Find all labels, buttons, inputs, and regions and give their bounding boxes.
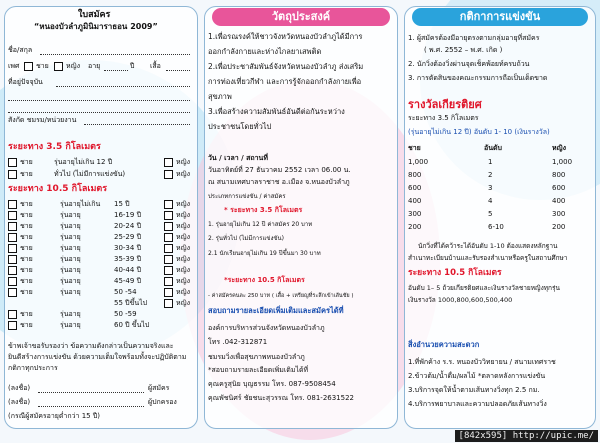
section-10-5km: ระยะทาง 10.5 กิโลเมตร (8, 184, 108, 194)
prize-note-4: เงินรางวัล 1000,800,600,500,400 (408, 296, 513, 304)
fee-line-3: 2.1 นักเรียนอายุไม่เกิน 19 ปีขึ้นมา 30 บาท (208, 250, 321, 257)
prize-rank: 6-10 (488, 223, 504, 231)
facility-3: 3.บริการจุดให้น้ำตามเส้นทางวิ่งทุก 2.5 กม. (408, 386, 540, 394)
age-range-label: 50 -54 (114, 288, 137, 296)
age-range-label: 40-44 ปี (114, 266, 142, 274)
when-header: วัน / เวลา / สถานที่ (208, 154, 268, 162)
address-field[interactable] (56, 86, 190, 87)
prize-female-amount: 1,000 (552, 158, 573, 166)
male-checkbox[interactable] (8, 321, 17, 330)
rules-panel (404, 6, 596, 429)
prize-male-amount: 1,000 (408, 158, 429, 166)
female-checkbox[interactable] (164, 233, 173, 242)
age-group-label: รุ่นอายุ (60, 244, 81, 252)
female-checkbox[interactable] (164, 288, 173, 297)
male-checkbox[interactable] (8, 200, 17, 209)
prize-rank: 2 (488, 171, 493, 179)
prize-male-amount: 600 (408, 184, 422, 192)
male-label: ชาย (20, 255, 33, 263)
info-panel (204, 6, 398, 429)
age-group-label: รุ่นอายุไม่เกิน (60, 200, 101, 208)
prize-male-amount: 300 (408, 210, 422, 218)
age-range-label: 16-19 ปี (114, 211, 142, 219)
age-label: อายุ (88, 62, 101, 70)
objective-line: ประชาชนโดยทั่วไป (208, 122, 272, 131)
prize-rank: 3 (488, 184, 493, 192)
female-checkbox[interactable] (164, 255, 173, 264)
prize-th-rank: อันดับ (484, 144, 502, 152)
contact-line-6: คุณพัชนิศร์ ชัยชนะสุวรรณ โทร. 081-2631522 (208, 394, 354, 402)
fee-3-5km-header: * ระยะทาง 3.5 กิโลเมตร (224, 206, 303, 214)
address-label: ที่อยู่ปัจจุบัน (8, 78, 43, 86)
org-field[interactable] (84, 124, 190, 125)
male-checkbox[interactable] (8, 170, 17, 179)
contact-line-1: องค์การบริหารส่วนจังหวัดหนองบัวลำภู (208, 324, 325, 332)
age-group-label: รุ่นอายุ (60, 288, 81, 296)
age-group-label: รุ่นอายุ (60, 255, 81, 263)
male-checkbox[interactable] (8, 288, 17, 297)
age-range-label: 25-29 ปี (114, 233, 142, 241)
female-checkbox[interactable] (164, 158, 173, 167)
female-checkbox[interactable] (164, 222, 173, 231)
female-checkbox[interactable] (54, 62, 63, 71)
female-label: หญิง (176, 233, 190, 241)
guardian-note: (กรณีผู้สมัครอายุต่ำกว่า 15 ปี) (8, 412, 100, 420)
male-label: ชาย (20, 233, 33, 241)
year-label: ปี (130, 62, 135, 70)
age-group-label: รุ่นอายุ (60, 266, 81, 274)
male-label: ชาย (20, 200, 33, 208)
female-label: หญิง (176, 222, 190, 230)
female-checkbox[interactable] (164, 211, 173, 220)
age-range-label: 50 -59 (114, 310, 137, 318)
prize-note-2: สำเนาทะเบียนบ้านและรับรองสำเนาหรือครูในสถานศึกษา (408, 254, 568, 262)
female-label: หญิง (176, 211, 190, 219)
facilities-header: สิ่งอำนวยความสะดวก (408, 340, 480, 349)
name-label: ชื่อ/สกุล (8, 46, 33, 54)
sign-guardian-role: ผู้ปกครอง (148, 398, 177, 406)
fee-header: ประเภทการแข่งขัน / ค่าสมัคร (208, 193, 286, 200)
age-range-label: 20-24 ปี (114, 222, 142, 230)
prize-female-amount: 400 (552, 197, 566, 205)
male-checkbox[interactable] (8, 222, 17, 231)
male-label: ชาย (20, 277, 33, 285)
female-checkbox[interactable] (164, 277, 173, 286)
female-label: หญิง (176, 299, 190, 307)
sign-guardian-field[interactable] (38, 406, 144, 407)
sign-applicant-field[interactable] (38, 392, 144, 393)
fee-line-4: - ค่าสมัครคนละ 250 บาท ( เสื้อ + เหรียญที่ระลึกเข้าเส้นชัย ) (208, 293, 354, 299)
prize-header: รางวัลเกียรติยศ (408, 98, 482, 111)
male-checkbox[interactable] (8, 158, 17, 167)
form-title: ใบสมัคร (78, 10, 111, 20)
category-label: ทั่วไป (ไม่มีการแข่งขัน) (54, 170, 126, 178)
facility-1: 1.ที่พักค้าง ร.ร. หนองบัววิทยายน / สนามเทศราช (408, 358, 556, 366)
female-label: หญิง (176, 288, 190, 296)
rule-1-note: ( พ.ศ. 2552 – พ.ศ. เกิด ) (424, 46, 503, 54)
facility-4: 4.บริการพยาบาลและความปลอดภัยเส้นทางวิ่ง (408, 400, 547, 408)
prize-note-1: นักวิ่งที่ได้คว้าระได้อันดับ 1-10 ต้องแสดงหลักฐาน (418, 242, 558, 250)
rules-header: กติกาการแข่งขัน (412, 8, 588, 26)
objective-line: 3.เพื่อสร้างความสัมพันธ์อันดีต่อกันระหว่าง (208, 107, 345, 116)
contact-line-4: *สอบถามรายละเอียดเพิ่มเติมได้ที่ (208, 366, 309, 374)
fee-line-2: 2. รุ่นทั่วไป (ไม่มีการแข่งขัน) (208, 235, 284, 242)
male-label: ชาย (20, 170, 33, 178)
age-range-label: 55 ปีขึ้นไป (114, 299, 148, 307)
female-label: หญิง (176, 255, 190, 263)
male-checkbox[interactable] (8, 266, 17, 275)
consent-line-3: กติกาทุกประการ (8, 364, 58, 372)
female-label: หญิง (176, 244, 190, 252)
contact-line-3: ชมรมวิ่งเพื่อสุขภาพหนองบัวลำภู (208, 353, 305, 361)
category-label: รุ่นอายุไม่เกิน 12 ปี (54, 158, 113, 166)
objective-line: ออกกำลังกายและห่างไกลยาเสพติด (208, 47, 322, 56)
application-panel (4, 6, 198, 429)
sign-applicant-label: (ลงชื่อ) (8, 384, 31, 392)
org-label: สังกัด ชมรม/หน่วยงาน (8, 116, 77, 124)
sex-label: เพศ (8, 62, 20, 70)
fee-10-5km-header: *ระยะทาง 10.5 กิโลเมตร (224, 276, 305, 284)
address-field-3[interactable] (8, 112, 190, 113)
male-label: ชาย (20, 158, 33, 166)
prize-rank: 4 (488, 197, 493, 205)
prize-th-female: หญิง (552, 144, 566, 152)
prize-female-amount: 800 (552, 171, 566, 179)
rule-3: 3. การตัดสินของคณะกรรมการถือเป็นเด็ดขาด (408, 74, 548, 82)
female-checkbox[interactable] (164, 170, 173, 179)
prize-3-5km: ระยะทาง 3.5 กิโลเมตร (408, 114, 479, 122)
when-line-2: ณ สนามเทศบาลราชาช อ.เมือง จ.หนองบัวลำภู (208, 178, 350, 186)
male-checkbox[interactable] (8, 233, 17, 242)
male-label: ชาย (20, 244, 33, 252)
male-label: ชาย (20, 266, 33, 274)
female-checkbox[interactable] (164, 299, 173, 308)
contact-line-5: คุณครูสุนิย บุญธรรม โทร. 087-9508454 (208, 380, 336, 388)
male-label: ชาย (36, 62, 49, 70)
age-range-label: 35-39 ปี (114, 255, 142, 263)
male-checkbox[interactable] (24, 62, 33, 71)
male-label: ชาย (20, 211, 33, 219)
objectives-header: วัตถุประสงค์ (212, 8, 390, 26)
female-label: หญิง (176, 170, 190, 178)
fee-line-1: 1. รุ่นอายุไม่เกิน 12 ปี ค่าสมัคร 20 บาท (208, 221, 313, 228)
female-label: หญิง (176, 266, 190, 274)
shirt-field[interactable] (166, 70, 190, 71)
form-subtitle: “หนองบัวลำภูมินิมาราธอน 2009” (34, 22, 158, 31)
female-label: หญิง (176, 200, 190, 208)
female-label: หญิง (66, 62, 80, 70)
when-line-1: วันอาทิตย์ที่ 27 ธันวาคม 2552 เวลา 06.00 น. (208, 166, 351, 174)
male-label: ชาย (20, 288, 33, 296)
objective-line: สุขภาพ (208, 92, 232, 101)
prize-female-amount: 300 (552, 210, 566, 218)
sign-guardian-label: (ลงชื่อ) (8, 398, 31, 406)
age-group-label: รุ่นอายุ (60, 277, 81, 285)
prize-10-5km: ระยะทาง 10.5 กิโลเมตร (408, 268, 502, 278)
contact-line-2: โทร .042-312871 (208, 338, 268, 346)
male-label: ชาย (20, 222, 33, 230)
age-group-label: รุ่นอายุ (60, 233, 81, 241)
consent-line-2: ยินดีสร้างการแข่งขัน ด้วยความเต็มใจพร้อมทั้งจะปฏิบัติตาม (8, 353, 187, 361)
male-label: ชาย (20, 310, 33, 318)
female-label: หญิง (176, 158, 190, 166)
male-checkbox[interactable] (8, 310, 17, 319)
female-checkbox[interactable] (164, 200, 173, 209)
female-label: หญิง (176, 277, 190, 285)
age-group-label: รุ่นอายุ (60, 222, 81, 230)
section-3-5km: ระยะทาง 3.5 กิโลเมตร (8, 142, 101, 152)
age-group-label: รุ่นอายุ (60, 310, 81, 318)
contact-header: สอบถามรายละเอียดเพิ่มเติมและสมัครได้ที่ (208, 306, 344, 315)
age-group-label: รุ่นอายุ (60, 321, 81, 329)
prize-male-amount: 800 (408, 171, 422, 179)
prize-th-male: ชาย (408, 144, 421, 152)
prize-female-amount: 200 (552, 223, 566, 231)
rule-1: 1. ผู้สมัครต้องมีอายุตรงตามกลุ่มอายุที่สมัคร (408, 34, 540, 42)
age-range-label: 45-49 ปี (114, 277, 142, 285)
age-group-label: รุ่นอายุ (60, 211, 81, 219)
male-checkbox[interactable] (8, 277, 17, 286)
shirt-label: เสื้อ (150, 62, 161, 70)
rule-2: 2. นักวิ่งต้องวิ่งผ่านจุดเช็คพ้อยท์ครบถ้วน (408, 60, 530, 68)
address-field-2[interactable] (8, 100, 190, 101)
male-checkbox[interactable] (8, 244, 17, 253)
consent-line-1: ข้าพเจ้าขอรับรองว่า ข้อความดังกล่าวเป็นความจริงและ (8, 342, 174, 350)
objective-line: 2.เพื่อประชาสัมพันธ์จังหวัดหนองบัวลำภู ส่งเสริม (208, 62, 364, 71)
prize-male-amount: 400 (408, 197, 422, 205)
prize-age-12: (รุ่นอายุไม่เกิน 12 ปี) อันดับ 1- 10 (เงินรางวัล) (408, 128, 550, 136)
prize-rank: 1 (488, 158, 493, 166)
source-credit: [842x595] http://upic.me/ (455, 430, 598, 442)
prize-male-amount: 200 (408, 223, 422, 231)
name-field[interactable] (40, 54, 190, 55)
facility-2: 2.ข้าวต้ม/น้ำดื่ม/ผลไม้ *ตลาดหลังการแข่งขัน (408, 372, 546, 380)
objective-line: การท่องเที่ยวกีฬา และการรู้จักออกกำลังกายเพื่อ (208, 77, 362, 86)
female-checkbox[interactable] (164, 244, 173, 253)
age-field[interactable] (104, 70, 128, 71)
prize-note-3: อันดับ 1– 5 ถ้วยเกียรติยศและเงินรางวัลชายหญิงทุกรุ่น (408, 284, 560, 292)
prize-female-amount: 600 (552, 184, 566, 192)
age-range-label: 60 ปี ขึ้นไป (114, 321, 150, 329)
age-range-label: 30-34 ปี (114, 244, 142, 252)
female-checkbox[interactable] (164, 266, 173, 275)
male-checkbox[interactable] (8, 211, 17, 220)
objective-line: 1.เพื่อรณรงค์ให้ชาวจังหวัดหนองบัวลำภูได้มีการ (208, 32, 363, 41)
age-range-label: 15 ปี (114, 200, 130, 208)
prize-rank: 5 (488, 210, 493, 218)
male-checkbox[interactable] (8, 255, 17, 264)
male-label: ชาย (20, 321, 33, 329)
sign-applicant-role: ผู้สมัคร (148, 384, 170, 392)
